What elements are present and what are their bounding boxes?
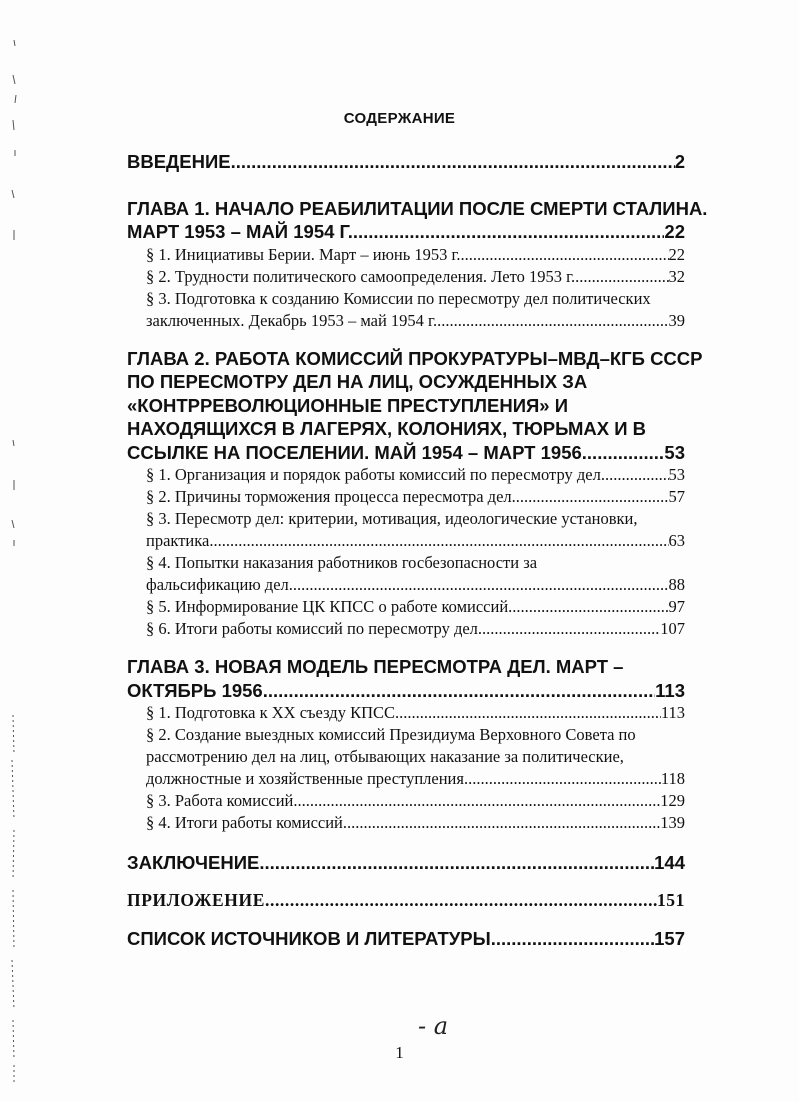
toc-chapter-2[interactable] (127, 347, 703, 465)
entry-label: § 2. Трудности политического самоопределения. Лето 1953 г. (146, 266, 576, 286)
toc-section-2-5[interactable] (127, 596, 685, 618)
chapter-title-last-line (127, 679, 685, 703)
leader-dots (491, 927, 654, 951)
entry-page-number: 129 (660, 791, 685, 810)
toc-section-2-2[interactable] (127, 486, 685, 508)
leader-dots (265, 851, 655, 875)
entry-label: ВВЕДЕНИЕ (127, 151, 231, 172)
toc-section-3-4[interactable] (127, 812, 685, 834)
entry-page-number: 63 (668, 531, 685, 550)
leader-dots (482, 618, 660, 640)
toc-entry-appendix[interactable] (127, 888, 685, 912)
chapter-title-line: ГЛАВА 1. НАЧАЛО РЕАБИЛИТАЦИИ ПОСЛЕ СМЕРТИ СТАЛИНА. (127, 197, 708, 219)
section-title-last-line (146, 310, 685, 332)
leader-dots (353, 220, 665, 244)
entry-page-number: 107 (660, 619, 685, 638)
entry-label: ОКТЯБРЬ 1956. (127, 679, 268, 701)
toc-entry-introduction[interactable] (127, 150, 685, 174)
leader-dots (270, 888, 657, 912)
section-title-line: § 3. Пересмотр дел: критерии, мотивация, идеологические установки, (146, 509, 638, 528)
leader-dots (231, 150, 675, 174)
toc-section-2-6[interactable] (127, 618, 685, 640)
leader-dots (516, 486, 669, 508)
leader-dots (468, 768, 661, 790)
entry-page-number: 157 (654, 927, 685, 949)
section-title-line: § 2. Создание выездных комиссий Президиума Верховного Совета по (146, 725, 636, 744)
entry-label: фальсификацию дел (146, 575, 289, 594)
entry-label: § 5. Информирование ЦК КПСС о работе комиссий (146, 597, 509, 616)
section-title-line: § 4. Попытки наказания работников госбезопасности за (146, 553, 538, 572)
leader-dots (297, 790, 660, 812)
chapter-title-line: ГЛАВА 3. НОВАЯ МОДЕЛЬ ПЕРЕСМОТРА ДЕЛ. МАРТ – (127, 656, 624, 677)
page-title: СОДЕРЖАНИЕ (343, 110, 456, 127)
entry-label: § 1. Инициативы Берии. Март – июнь 1953 г. (146, 244, 461, 264)
entry-page-number: 97 (668, 597, 685, 616)
toc-entry-conclusion[interactable] (127, 851, 685, 875)
leader-dots (461, 244, 669, 266)
leader-dots (575, 266, 668, 288)
toc-section-1-3[interactable] (127, 288, 685, 332)
section-title-last-line (146, 574, 685, 596)
leader-dots (508, 596, 668, 618)
entry-page-number: 53 (664, 441, 685, 463)
toc-entry-sources[interactable] (127, 927, 685, 951)
chapter-title-last-line (127, 441, 685, 465)
toc-chapter-1[interactable] (127, 197, 708, 244)
section-title-last-line (146, 530, 685, 552)
toc-section-2-4[interactable] (127, 552, 685, 596)
scan-edge-artifacts (0, 0, 30, 1101)
section-title-last-line (146, 768, 685, 790)
page-number: 1 (395, 1043, 404, 1062)
entry-page-number: 39 (668, 310, 685, 330)
entry-page-number: 32 (668, 266, 685, 286)
leader-dots (587, 441, 665, 465)
chapter-title-line: «КОНТРРЕВОЛЮЦИОННЫЕ ПРЕСТУПЛЕНИЯ» И (127, 394, 569, 416)
entry-label: СПИСОК ИСТОЧНИКОВ И ЛИТЕРАТУРЫ (127, 927, 491, 949)
leader-dots (289, 574, 669, 596)
toc-section-3-3[interactable] (127, 790, 685, 812)
leader-dots (437, 310, 668, 332)
chapter-title-line: ПО ПЕРЕСМОТРУ ДЕЛ НА ЛИЦ, ОСУЖДЕННЫХ ЗА (127, 371, 588, 392)
entry-page-number: 151 (656, 889, 685, 910)
chapter-title-line: ГЛАВА 2. РАБОТА КОМИССИЙ ПРОКУРАТУРЫ–МВД–КГБ СССР (127, 347, 703, 369)
section-title-line: § 3. Подготовка к созданию Комиссии по пересмотру дел политических (146, 288, 651, 308)
entry-page-number: 22 (664, 221, 685, 242)
toc-section-3-1[interactable] (127, 702, 685, 724)
table-of-contents (127, 150, 708, 950)
toc-section-3-2[interactable] (127, 724, 685, 790)
leader-dots (268, 679, 655, 703)
leader-dots (399, 702, 661, 724)
entry-label: § 4. Итоги работы комиссий (146, 813, 343, 832)
entry-page-number: 139 (660, 813, 685, 832)
entry-page-number: 57 (668, 487, 685, 506)
chapter-title-last-line (127, 220, 685, 244)
entry-label: МАРТ 1953 – МАЙ 1954 Г. (127, 221, 353, 242)
entry-label: практика. (146, 531, 214, 550)
entry-page-number: 118 (660, 769, 685, 788)
toc-section-2-1[interactable] (127, 464, 685, 486)
toc-section-1-2[interactable] (127, 266, 685, 288)
entry-page-number: 22 (668, 244, 685, 264)
toc-section-1-1[interactable] (127, 244, 685, 266)
entry-page-number: 53 (668, 465, 685, 484)
toc-section-2-3[interactable] (127, 508, 685, 552)
handwritten-mark: - a (418, 1012, 449, 1040)
entry-label: заключенных. Декабрь 1953 – май 1954 г. (146, 310, 438, 330)
leader-dots (601, 464, 669, 486)
leader-dots (343, 812, 660, 834)
entry-label: ССЫЛКЕ НА ПОСЕЛЕНИИ. МАЙ 1954 – МАРТ 1956. (127, 441, 587, 463)
entry-page-number: 113 (660, 703, 685, 722)
entry-label: § 1. Подготовка к XX съезду КПСС. (146, 703, 400, 722)
entry-label: § 6. Итоги работы комиссий по пересмотру дел. (146, 619, 483, 638)
entry-label: ПРИЛОЖЕНИЕ. (127, 889, 270, 910)
entry-label: должностные и хозяйственные преступления. (146, 769, 469, 788)
toc-chapter-3[interactable] (127, 655, 685, 702)
entry-label: § 1. Организация и порядок работы комиссий по пересмотру дел (146, 465, 601, 484)
entry-label: § 3. Работа комиссий. (146, 791, 298, 810)
chapter-title-line: НАХОДЯЩИХСЯ В ЛАГЕРЯХ, КОЛОНИЯХ, ТЮРЬМАХ И В (127, 418, 647, 439)
entry-label: ЗАКЛЮЧЕНИЕ. (127, 852, 265, 873)
entry-page-number: 144 (654, 852, 685, 873)
entry-page-number: 2 (674, 151, 685, 172)
entry-page-number: 88 (668, 575, 685, 594)
leader-dots (213, 530, 668, 552)
entry-label: § 2. Причины торможения процесса пересмотра дел. (146, 487, 516, 506)
entry-page-number: 113 (655, 679, 685, 701)
section-title-line: рассмотрению дел на лиц, отбывающих наказание за политические, (146, 747, 624, 766)
